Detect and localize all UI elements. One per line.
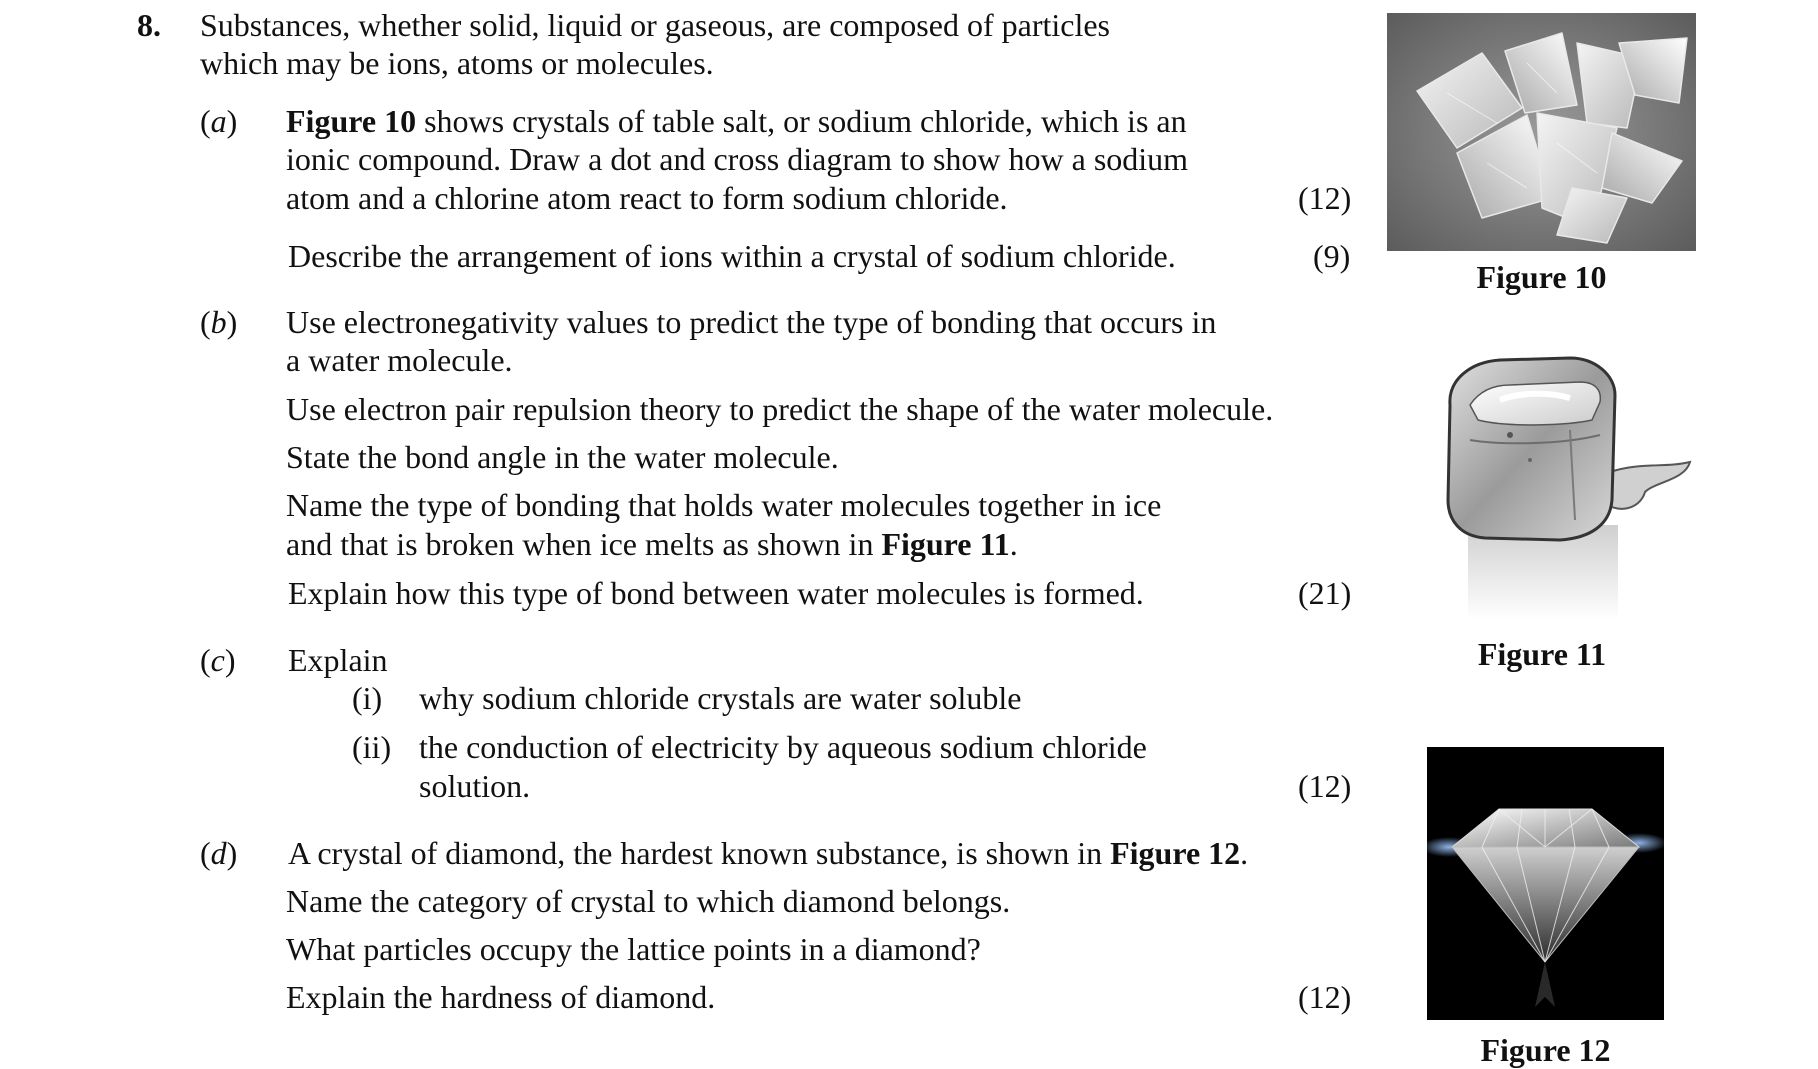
part-a-line-1: Figure 10 shows crystals of table salt, or sodium chloride, which is an bbox=[286, 103, 1187, 139]
figure-10-ref: Figure 10 bbox=[286, 103, 417, 139]
part-b-line-4: State the bond angle in the water molecule. bbox=[286, 439, 839, 475]
intro-line-1: Substances, whether solid, liquid or gaseous, are composed of particles bbox=[200, 7, 1110, 43]
part-b-line-7: Explain how this type of bond between water molecules is formed. bbox=[288, 575, 1144, 611]
question-number: 8. bbox=[137, 7, 161, 43]
part-c-line-1: Explain bbox=[288, 642, 388, 678]
salt-crystals-icon bbox=[1387, 13, 1696, 251]
intro-line-2: which may be ions, atoms or molecules. bbox=[200, 45, 714, 81]
part-a-label: (a) bbox=[200, 103, 238, 139]
figure-11-ref: Figure 11 bbox=[881, 526, 1010, 562]
part-b-marks: (21) bbox=[1298, 575, 1352, 611]
part-d-line-4: Explain the hardness of diamond. bbox=[286, 979, 716, 1015]
part-c-label: (c) bbox=[200, 642, 236, 678]
part-c-marks: (12) bbox=[1298, 768, 1352, 804]
part-a-marks-2: (9) bbox=[1313, 238, 1351, 274]
part-b-line-1: Use electronegativity values to predict the type of bonding that occurs in bbox=[286, 304, 1217, 340]
part-a-line-3: atom and a chlorine atom react to form sodium chloride. bbox=[286, 180, 1008, 216]
part-a-marks-1: (12) bbox=[1298, 180, 1352, 216]
part-d-line-1: A crystal of diamond, the hardest known substance, is shown in Figure 12. bbox=[288, 835, 1249, 871]
part-b-line-3: Use electron pair repulsion theory to predict the shape of the water molecule. bbox=[286, 391, 1274, 427]
figure-12-ref: Figure 12 bbox=[1110, 835, 1241, 871]
part-d-line-2: Name the category of crystal to which diamond belongs. bbox=[286, 883, 1011, 919]
melting-ice-cube-icon bbox=[1440, 350, 1700, 620]
part-c-sub-i-text: why sodium chloride crystals are water soluble bbox=[419, 680, 1022, 716]
part-d-marks: (12) bbox=[1298, 979, 1352, 1015]
diamond-icon bbox=[1427, 747, 1664, 1020]
part-c-sub-i-label: (i) bbox=[352, 680, 383, 716]
part-c-sub-ii-text: the conduction of electricity by aqueous sodium chloride bbox=[419, 729, 1147, 765]
part-c-sub-ii-cont: solution. bbox=[419, 768, 531, 804]
part-d-label: (d) bbox=[200, 835, 238, 871]
figure-10-caption: Figure 10 bbox=[1476, 259, 1607, 295]
part-a-line-2: ionic compound. Draw a dot and cross diagram to show how a sodium bbox=[286, 141, 1189, 177]
part-a-line-4: Describe the arrangement of ions within a crystal of sodium chloride. bbox=[288, 238, 1176, 274]
figure-12-caption: Figure 12 bbox=[1480, 1032, 1611, 1068]
part-d-line-3: What particles occupy the lattice points in a diamond? bbox=[286, 931, 981, 967]
figure-11-caption: Figure 11 bbox=[1477, 636, 1607, 672]
part-b-label: (b) bbox=[200, 304, 238, 340]
part-b-line-5: Name the type of bonding that holds water molecules together in ice bbox=[286, 487, 1162, 523]
part-b-line-6: and that is broken when ice melts as shown in Figure 11. bbox=[286, 526, 1018, 562]
part-b-line-2: a water molecule. bbox=[286, 342, 513, 378]
part-c-sub-ii-label: (ii) bbox=[352, 729, 392, 765]
